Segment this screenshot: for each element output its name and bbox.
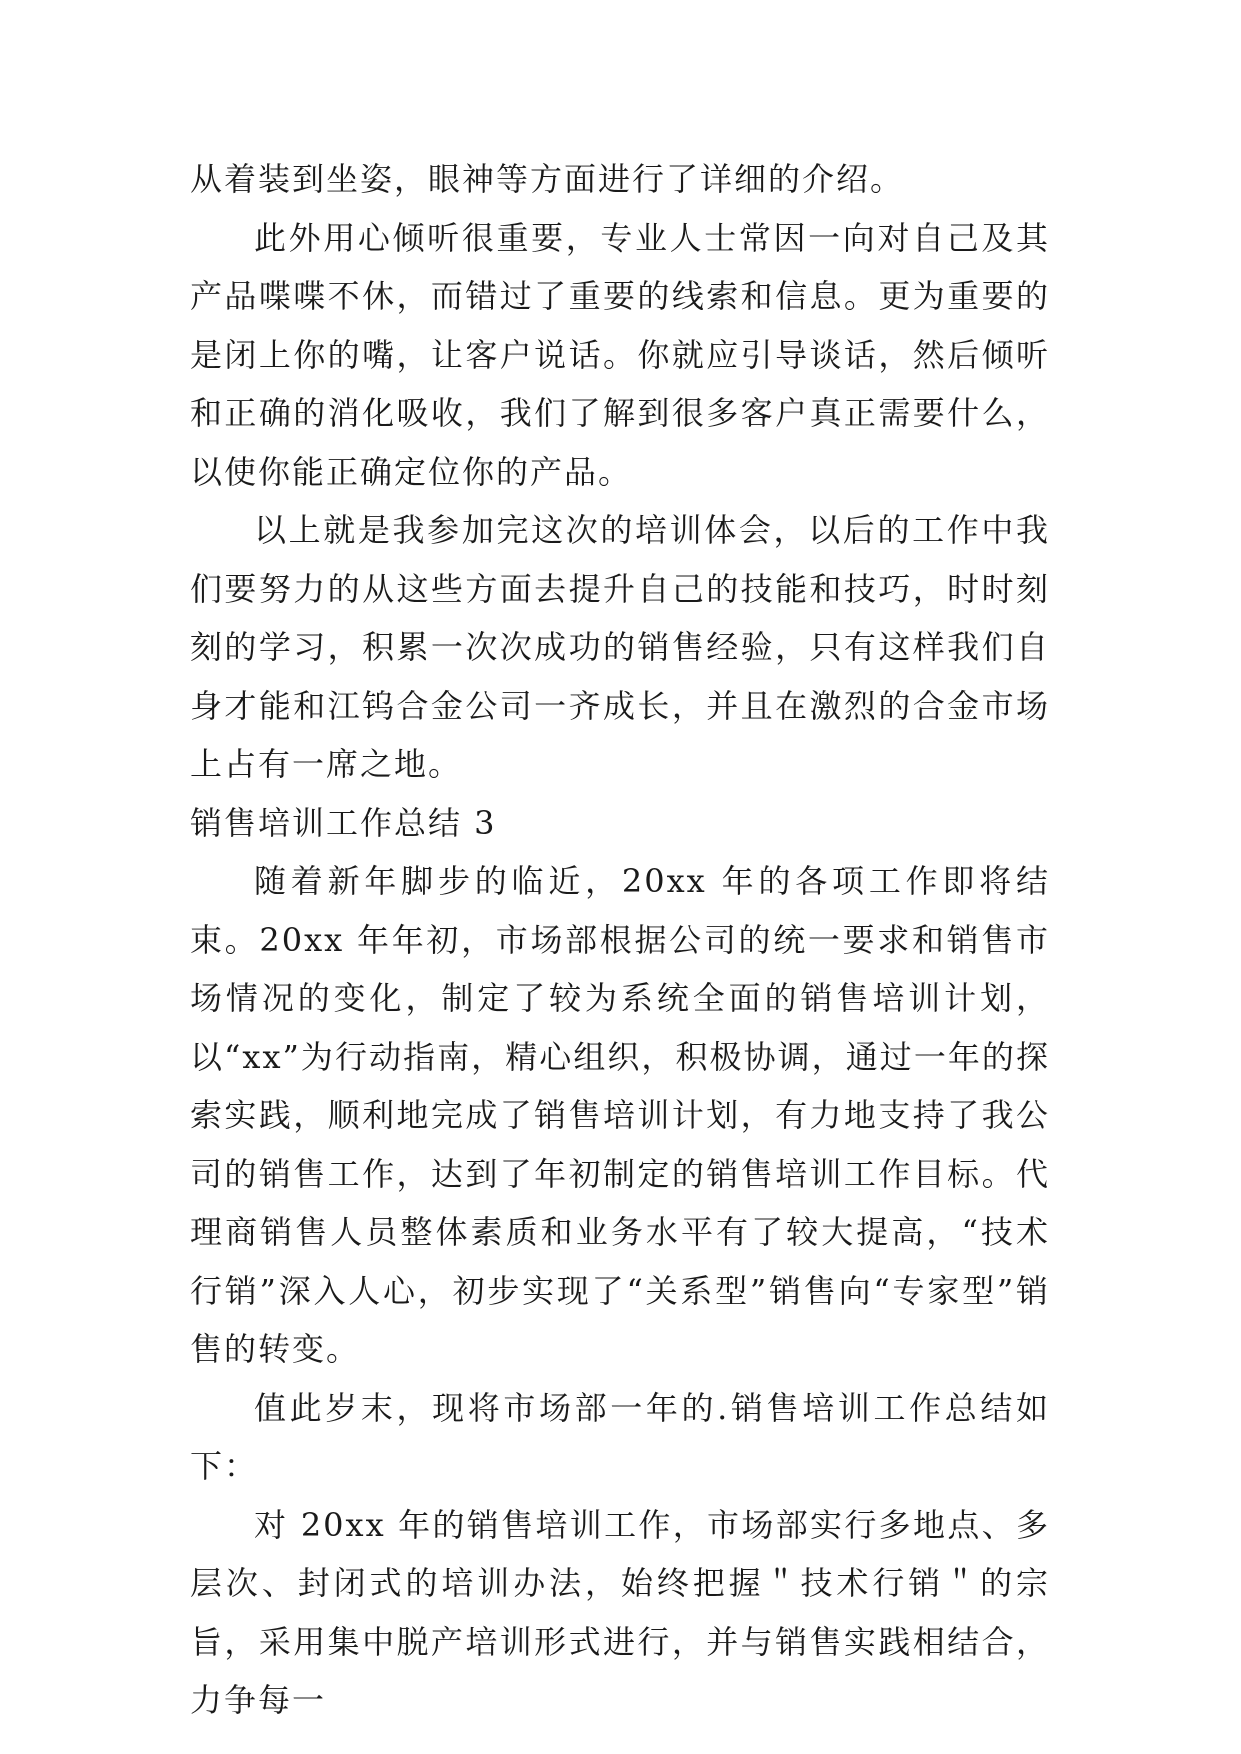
section-heading: 销售培训工作总结 3: [190, 803, 497, 842]
document-body: [190, 150, 1050, 1730]
paragraph-grooming-intro: 从着装到坐姿，眼神等方面进行了详细的介绍。: [190, 160, 905, 198]
paragraph-training-reflection: 以上就是我参加完这次的培训体会，以后的工作中我们要努力的从这些方面去提升自己的技能和技巧，时时刻刻的学习，积累一次次成功的销售经验，只有这样我们自身才能和江钨合金公司一齐成长，并且在激烈的合金市场上占有一席之地。: [190, 511, 1050, 783]
paragraph-year-summary: 随着新年脚步的临近，20xx 年的各项工作即将结束。20xx 年年初，市场部根据公司的统一要求和销售市场情况的变化，制定了较为系统全面的销售培训计划，以“xx”为行动指南，精心组织，积极协调，通过一年的探索实践，顺利地完成了销售培训计划，有力地支持了我公司的销售工作，达到了年初制定的销售培训工作目标。代理商销售人员整体素质和业务水平有了较大提高，“技术行销”深入人心，初步实现了“关系型”销售向“专家型”销售的转变。: [190, 862, 1050, 1368]
paragraph-training-method: 对 20xx 年的销售培训工作，市场部实行多地点、多层次、封闭式的培训办法，始终把握＂技术行销＂的宗旨，采用集中脱产培训形式进行，并与销售实践相结合，力争每一: [190, 1505, 1050, 1719]
paragraph-listening: 此外用心倾听很重要，专业人士常因一向对自己及其产品喋喋不休，而错过了重要的线索和信息。更为重要的是闭上你的嘴，让客户说话。你就应引导谈话，然后倾听和正确的消化吸收，我们了解到很多客户真正需要什么，以使你能正确定位你的产品。: [190, 218, 1050, 491]
paragraph-summary-intro: 值此岁末，现将市场部一年的.销售培训工作总结如下：: [190, 1388, 1050, 1485]
